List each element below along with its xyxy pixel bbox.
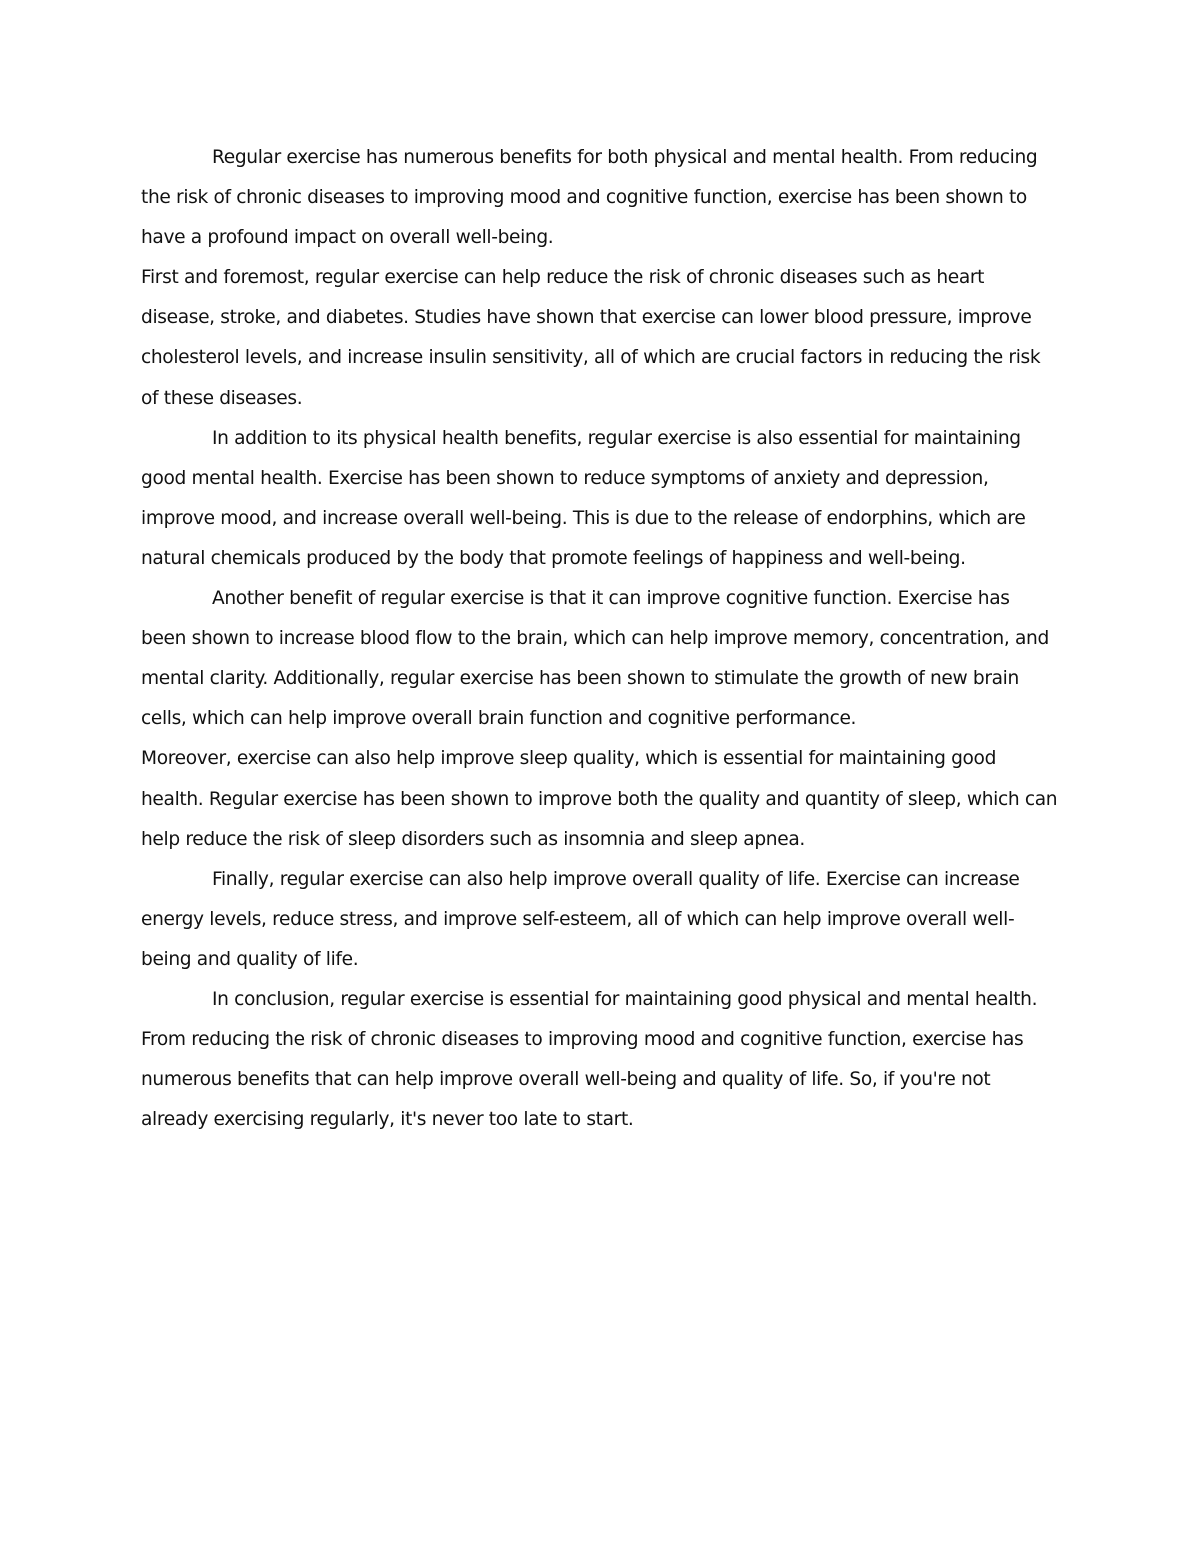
paragraph-intro: Regular exercise has numerous benefits for both physical and mental health. From reducing the risk of chronic diseases to improving mood and cognitive function, exercise has been shown to have a profound impact on overall well-being. xyxy=(141,147,1038,249)
paragraph-quality-of-life: Finally, regular exercise can also help improve overall quality of life. Exercise can increase energy levels, reduce stress, and improve self-esteem, all of which can help improve overall well-being and quality of life. xyxy=(141,868,1020,970)
paragraph-mental-health: In addition to its physical health benefits, regular exercise is also essential for maintaining good mental health. Exercise has been shown to reduce symptoms of anxiety and depression, improve mood, and increase overall well-being. This is due to the release of endorphins, which are natural chemicals produced by the body that promote feelings of happiness and well-being. xyxy=(141,427,1026,569)
paragraph-chronic-diseases: First and foremost, regular exercise can help reduce the risk of chronic diseases such as heart disease, stroke, and diabetes. Studies have shown that exercise can lower blood pressure, improve cholesterol levels, and increase insulin sensitivity, all of which are crucial factors in reducing the risk of these diseases. xyxy=(141,267,1041,409)
paragraph-cognitive-function: Another benefit of regular exercise is that it can improve cognitive function. Exercise has been shown to increase blood flow to the brain, which can help improve memory, concentration, and mental clarity. Additionally, regular exercise has been shown to stimulate the growth of new brain cells, which can help improve overall brain function and cognitive performance. xyxy=(141,588,1049,730)
paragraph-sleep-quality: Moreover, exercise can also help improve sleep quality, which is essential for maintaining good health. Regular exercise has been shown to improve both the quality and quantity of sleep, which can help reduce the risk of sleep disorders such as insomnia and sleep apnea. xyxy=(141,748,1058,850)
document-body xyxy=(141,138,1059,1140)
paragraph-conclusion: In conclusion, regular exercise is essential for maintaining good physical and mental health. From reducing the risk of chronic diseases to improving mood and cognitive function, exercise has numerous benefits that can help improve overall well-being and quality of life. So, if you're not already exercising regularly, it's never too late to start. xyxy=(141,988,1038,1131)
